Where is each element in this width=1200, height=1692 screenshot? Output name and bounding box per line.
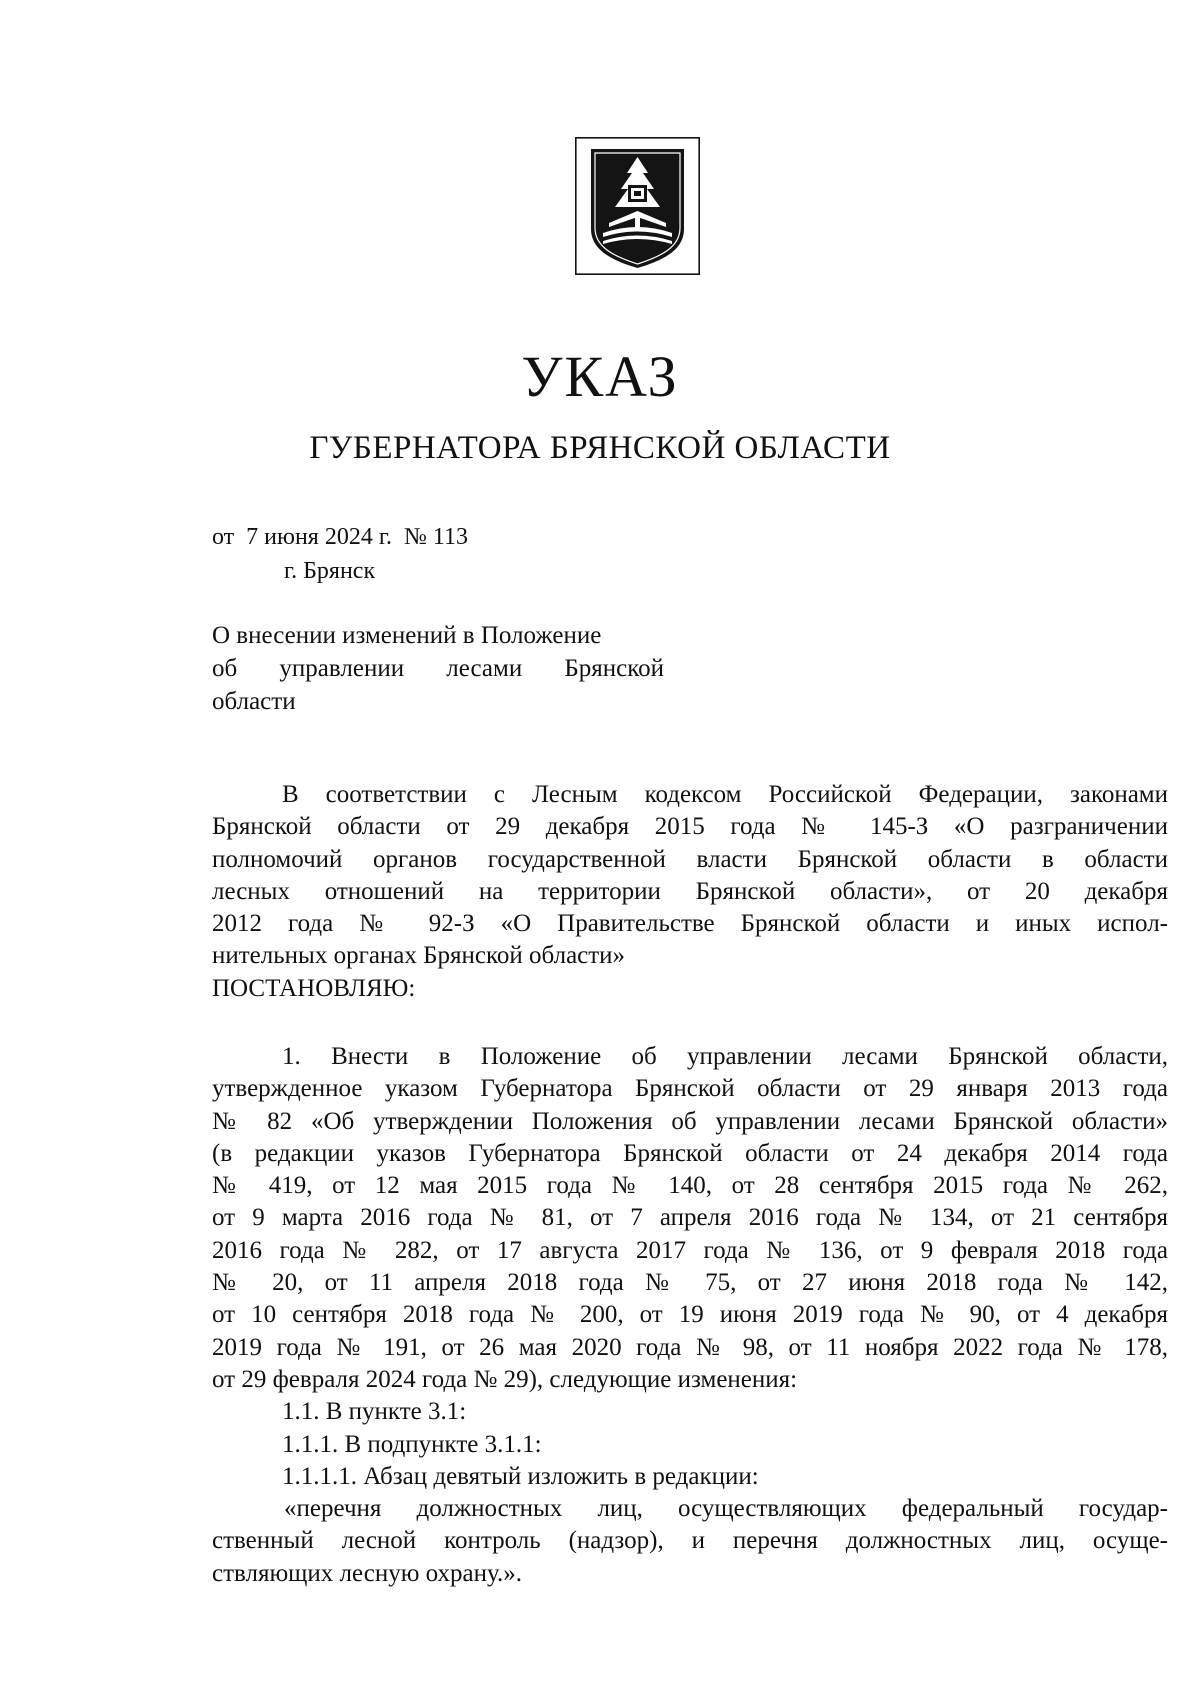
preamble-paragraph xyxy=(212,779,1168,1005)
text-line: «перечня должностных лиц, осуществляющих федеральный государ- xyxy=(284,1495,1168,1523)
subject-line: области xyxy=(212,688,296,715)
text-line: Брянской области от 29 декабря 2015 года № 145-З «О разграничении xyxy=(212,813,1168,841)
text-line: от 9 марта 2016 года № 81, от 7 апреля 2016 года № 134, от 21 сентября xyxy=(212,1204,1168,1232)
text-line: утвержденное указом Губернатора Брянской области от 29 января 2013 года xyxy=(212,1075,1168,1103)
text-line: от 10 сентября 2018 года № 200, от 19 июня 2019 года № 90, от 4 декабря xyxy=(212,1301,1168,1329)
clause-heading: 1.1.1.1. Абзац девятый изложить в редакции: xyxy=(282,1462,759,1490)
text-line: лесных отношений на территории Брянской области», от 20 декабря xyxy=(212,877,1168,905)
decree-city: г. Брянск xyxy=(284,558,376,584)
text-line: 2019 года № 191, от 26 мая 2020 года № 98, от 11 ноября 2022 года № 178, xyxy=(212,1333,1168,1361)
resolution-word: ПОСТАНОВЛЯЮ: xyxy=(212,974,416,1002)
text-line: В соответствии с Лесным кодексом Российской Федерации, законами xyxy=(282,781,1168,808)
decree-subject xyxy=(212,619,664,718)
text-line: 1. Внести в Положение об управлении лесами Брянской области, xyxy=(282,1043,1168,1070)
decree-paragraph xyxy=(212,1041,1168,1590)
subject-line: об управлении лесами Брянской xyxy=(212,655,664,682)
text-line: 2016 года № 282, от 17 августа 2017 года № 136, от 9 февраля 2018 года xyxy=(212,1236,1168,1264)
clause-heading: 1.1. В пункте 3.1: xyxy=(282,1398,467,1426)
text-line: 2012 года № 92-З «О Правительстве Брянской области и иных испол- xyxy=(212,910,1168,938)
clause-heading: 1.1.1. В подпункте 3.1.1: xyxy=(282,1430,542,1458)
text-line: № 20, от 11 апреля 2018 года № 75, от 27 июня 2018 года № 142, xyxy=(212,1269,1168,1297)
text-line: (в редакции указов Губернатора Брянской области от 24 декабря 2014 года xyxy=(212,1139,1168,1167)
text-line: ственный лесной контроль (надзор), и перечня должностных лиц, осуще- xyxy=(212,1527,1168,1555)
text-line: № 419, от 12 мая 2015 года № 140, от 28 сентября 2015 года № 262, xyxy=(212,1172,1168,1200)
text-line: № 82 «Об утверждении Положения об управлении лесами Брянской области» xyxy=(212,1107,1168,1135)
text-line: нительных органах Брянской области» xyxy=(212,942,626,970)
decree-date-number: от 7 июня 2024 г. № 113 xyxy=(212,524,468,550)
text-line: от 29 февраля 2024 года № 29), следующие изменения: xyxy=(212,1365,798,1393)
coat-of-arms-icon xyxy=(575,137,700,275)
document-subtitle: ГУБЕРНАТОРА БРЯНСКОЙ ОБЛАСТИ xyxy=(309,430,891,466)
text-line: ствляющих лесную охрану.». xyxy=(212,1559,522,1587)
text-line: полномочий органов государственной власти Брянской области в области xyxy=(212,845,1168,873)
document-title: УКАЗ xyxy=(521,344,679,409)
subject-line: О внесении изменений в Положение xyxy=(212,622,602,649)
